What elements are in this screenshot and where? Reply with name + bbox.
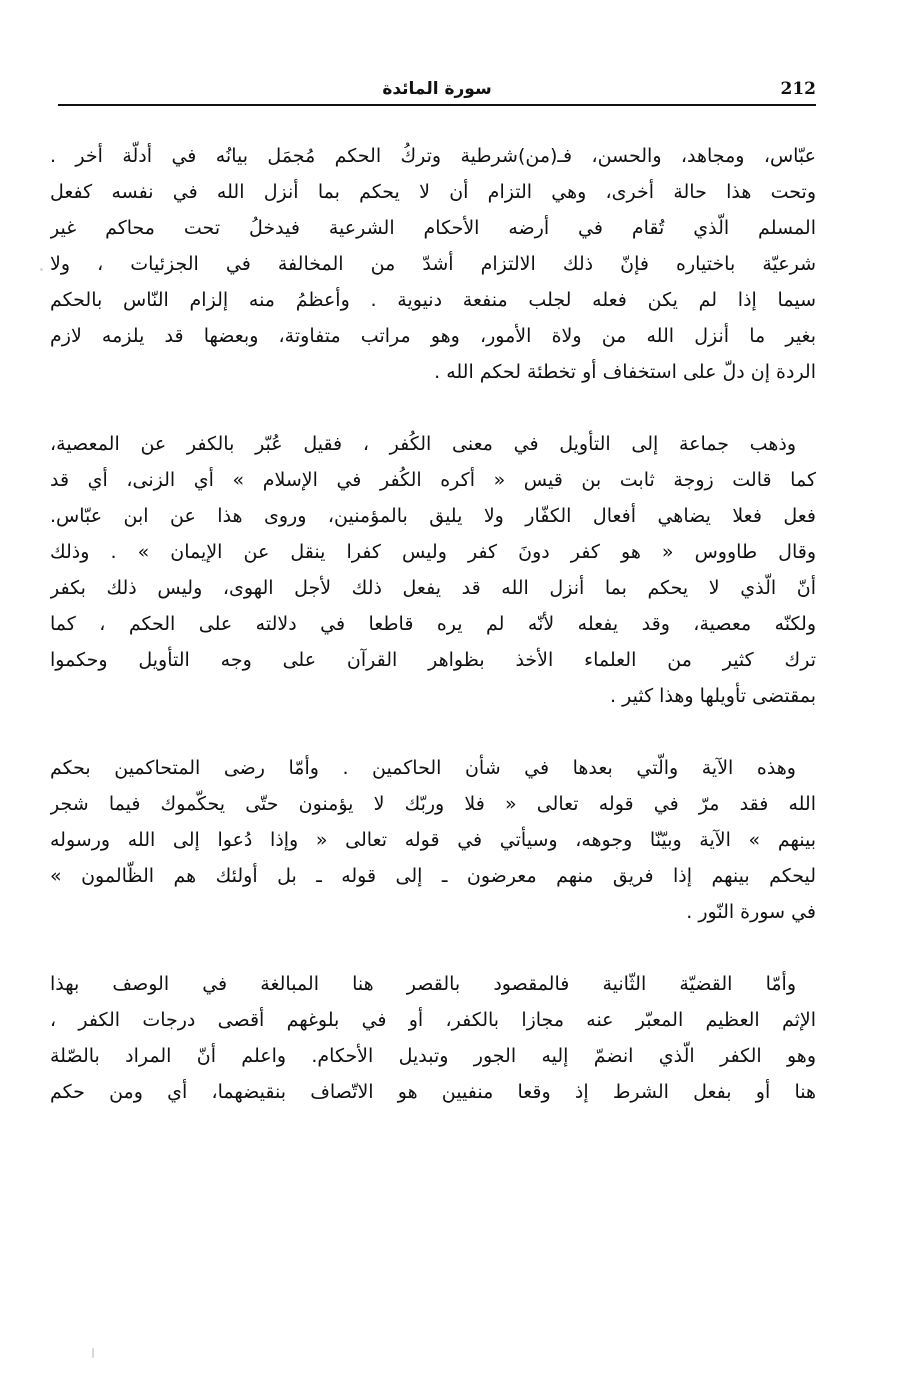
paragraph-gap bbox=[50, 390, 816, 426]
text-line: وأمّا القضيّة الثّانية فالمقصود بالقصر هنا المبالغة في الوصف بهذا bbox=[50, 973, 796, 995]
text-line: شرعيّة باختياره فإنّ ذلك الالتزام أشدّ من المخالفة في الجزئيات ، ولا bbox=[50, 253, 816, 275]
text-line: ولكنّه معصية، وقد يفعله لأنّه لم يره قاطعا في دلالته على الحكم ، كما bbox=[50, 613, 816, 635]
paragraph-4 bbox=[50, 966, 816, 1110]
header-rule bbox=[58, 104, 816, 106]
paragraph-2 bbox=[50, 426, 816, 714]
text-line: عبّاس، ومجاهد، والحسن، فـ(من)شرطية وتركُ الحكم مُجمَل بيانُه في أدلّة أخر . bbox=[50, 145, 816, 167]
text-line: وهذه الآية والّتي بعدها في شأن الحاكمين . وأمّا رضى المتحاكمين بحكم bbox=[50, 757, 796, 779]
paragraph-1 bbox=[50, 138, 816, 390]
text-line: الإثم العظيم المعبّر عنه مجازا بالكفر، أو في بلوغهم أقصى درجات الكفر ، bbox=[50, 1009, 816, 1031]
paper-speck bbox=[92, 1348, 94, 1358]
text-line: في سورة النّور . bbox=[686, 901, 816, 923]
page-header bbox=[58, 76, 816, 104]
paragraph-gap bbox=[50, 714, 816, 750]
text-line: هنا أو بفعل الشرط إذ وقعا منفيين هو الاتّصاف بنقيضهما، أي ومن حكم bbox=[50, 1081, 816, 1103]
text-line: بمقتضى تأويلها وهذا كثير . bbox=[610, 685, 816, 707]
text-line: أنّ الّذي لا يحكم بما أنزل الله قد يفعل ذلك لأجل الهوى، وليس ذلك بكفر bbox=[50, 577, 816, 599]
page-number: 212 bbox=[780, 79, 816, 99]
text-line: ترك كثير من العلماء الأخذ بظواهر القرآن على وجه التأويل وحكموا bbox=[50, 649, 816, 671]
running-title: سورة المائدة bbox=[382, 79, 492, 99]
text-line: بغير ما أنزل الله من ولاة الأمور، وهو مراتب متفاوتة، وبعضها قد يلزمه لازم bbox=[50, 325, 816, 347]
text-line: وقال طاووس « هو كفر دونَ كفر وليس كفرا ينقل عن الإيمان » . وذلك bbox=[50, 541, 816, 563]
paragraph-3 bbox=[50, 750, 816, 930]
text-line: بينهم » الآية وبيّنّا وجوهه، وسيأتي في قوله تعالى « وإذا دُعوا إلى الله ورسوله bbox=[50, 829, 816, 851]
text-line: فعل فعلا يضاهي أفعال الكفّار ولا يليق بالمؤمنين، وروى هذا عن ابن عبّاس. bbox=[50, 505, 816, 527]
text-line: وذهب جماعة إلى التأويل في معنى الكُفر ، فقيل عُبّر بالكفر عن المعصية، bbox=[50, 433, 796, 455]
paragraph-gap bbox=[50, 930, 816, 966]
text-line: الله فقد مرّ في قوله تعالى « فلا وربّك لا يؤمنون حتّى يحكّموك فيما شجر bbox=[50, 793, 816, 815]
text-line: المسلم الّذي تُقام في أرضه الأحكام الشرعية فيدخلُ تحت محاكم غير bbox=[50, 217, 816, 239]
text-line: ليحكم بينهم إذا فريق منهم معرضون ـ إلى قوله ـ بل أولئك هم الظّالمون » bbox=[50, 865, 816, 887]
text-line: وهو الكفر الّذي انضمّ إليه الجور وتبديل الأحكام. واعلم أنّ المراد بالصّلة bbox=[50, 1045, 816, 1067]
text-line: سيما إذا لم يكن فعله لجلب منفعة دنيوية . وأعظمُ منه إلزام النّاس بالحكم bbox=[50, 289, 816, 311]
paper-speck bbox=[40, 268, 43, 271]
text-line: وتحت هذا حالة أخرى، وهي التزام أن لا يحكم بما أنزل الله في نفسه كفعل bbox=[50, 181, 816, 203]
text-line: الردة إن دلّ على استخفاف أو تخطئة لحكم الله . bbox=[434, 361, 816, 383]
text-line: كما قالت زوجة ثابت بن قيس « أكره الكُفر في الإسلام » أي الزنى، أي قد bbox=[50, 469, 816, 491]
body-text bbox=[50, 138, 816, 1110]
